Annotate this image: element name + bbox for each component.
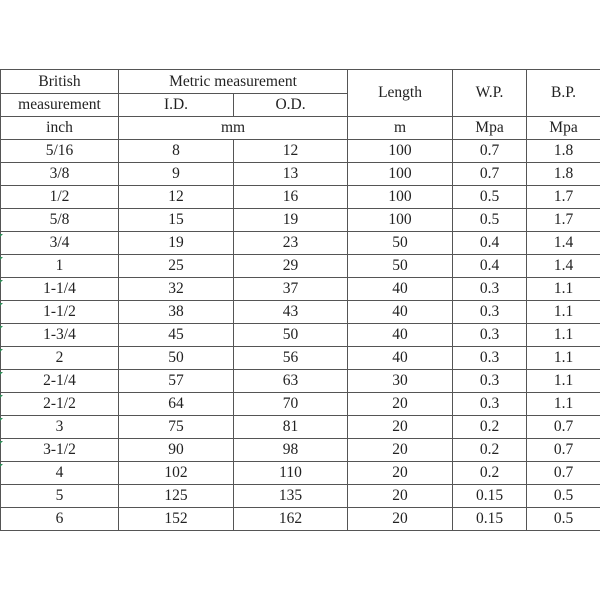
working-pressure-cell: 0.4: [453, 255, 527, 278]
inner-diameter-cell: 90: [119, 439, 234, 462]
working-pressure-cell: 0.3: [453, 278, 527, 301]
british-size-cell: 1: [1, 255, 119, 278]
length-unit: m: [348, 117, 453, 140]
british-header-bottom: measurement: [1, 94, 119, 117]
working-pressure-cell: 0.2: [453, 462, 527, 485]
wp-header: W.P.: [453, 70, 527, 117]
outer-diameter-cell: 110: [234, 462, 348, 485]
working-pressure-cell: 0.5: [453, 186, 527, 209]
inner-diameter-cell: 45: [119, 324, 234, 347]
wp-unit: Mpa: [453, 117, 527, 140]
outer-diameter-cell: 23: [234, 232, 348, 255]
burst-pressure-cell: 0.5: [527, 485, 600, 508]
length-cell: 20: [348, 462, 453, 485]
header-row-top: [1, 70, 600, 94]
id-header: I.D.: [119, 94, 234, 117]
table-row: [1, 370, 600, 393]
cell-corner-mark: [0, 418, 3, 421]
burst-pressure-cell: 1.7: [527, 209, 600, 232]
british-size-cell: 5/8: [1, 209, 119, 232]
working-pressure-cell: 0.2: [453, 416, 527, 439]
length-cell: 30: [348, 370, 453, 393]
british-size-cell: 1-1/2: [1, 301, 119, 324]
inner-diameter-cell: 57: [119, 370, 234, 393]
table-row: [1, 255, 600, 278]
length-cell: 20: [348, 439, 453, 462]
length-cell: 50: [348, 232, 453, 255]
working-pressure-cell: 0.3: [453, 347, 527, 370]
bp-unit: Mpa: [527, 117, 600, 140]
inner-diameter-cell: 15: [119, 209, 234, 232]
working-pressure-cell: 0.5: [453, 209, 527, 232]
length-cell: 50: [348, 255, 453, 278]
british-size-cell: 2-1/4: [1, 370, 119, 393]
inner-diameter-cell: 9: [119, 163, 234, 186]
burst-pressure-cell: 1.1: [527, 278, 600, 301]
length-header: Length: [348, 70, 453, 117]
british-size-cell: 1/2: [1, 186, 119, 209]
burst-pressure-cell: 1.1: [527, 301, 600, 324]
units-row: [1, 117, 600, 140]
table-row: [1, 209, 600, 232]
table-row: [1, 301, 600, 324]
inner-diameter-cell: 125: [119, 485, 234, 508]
british-header-top: British: [1, 70, 119, 94]
burst-pressure-cell: 0.7: [527, 439, 600, 462]
outer-diameter-cell: 162: [234, 508, 348, 531]
inner-diameter-cell: 38: [119, 301, 234, 324]
burst-pressure-cell: 1.1: [527, 370, 600, 393]
inner-diameter-cell: 50: [119, 347, 234, 370]
cell-corner-mark: [0, 372, 3, 375]
table-row: [1, 439, 600, 462]
working-pressure-cell: 0.3: [453, 324, 527, 347]
metric-unit: mm: [119, 117, 348, 140]
inner-diameter-cell: 102: [119, 462, 234, 485]
burst-pressure-cell: 1.4: [527, 255, 600, 278]
working-pressure-cell: 0.15: [453, 485, 527, 508]
working-pressure-cell: 0.15: [453, 508, 527, 531]
british-size-cell: 2-1/2: [1, 393, 119, 416]
outer-diameter-cell: 43: [234, 301, 348, 324]
length-cell: 40: [348, 324, 453, 347]
outer-diameter-cell: 13: [234, 163, 348, 186]
length-cell: 20: [348, 485, 453, 508]
cell-corner-mark: [0, 326, 3, 329]
table-row: [1, 485, 600, 508]
table-row: [1, 186, 600, 209]
length-cell: 20: [348, 393, 453, 416]
table-row: [1, 462, 600, 485]
outer-diameter-cell: 50: [234, 324, 348, 347]
burst-pressure-cell: 1.7: [527, 186, 600, 209]
working-pressure-cell: 0.7: [453, 140, 527, 163]
cell-corner-mark: [0, 464, 3, 467]
length-cell: 20: [348, 508, 453, 531]
table-row: [1, 278, 600, 301]
british-size-cell: 3/4: [1, 232, 119, 255]
outer-diameter-cell: 63: [234, 370, 348, 393]
bp-header: B.P.: [527, 70, 600, 117]
british-size-cell: 4: [1, 462, 119, 485]
burst-pressure-cell: 1.8: [527, 163, 600, 186]
burst-pressure-cell: 0.7: [527, 416, 600, 439]
outer-diameter-cell: 37: [234, 278, 348, 301]
table-row: [1, 163, 600, 186]
working-pressure-cell: 0.3: [453, 393, 527, 416]
burst-pressure-cell: 1.1: [527, 324, 600, 347]
outer-diameter-cell: 19: [234, 209, 348, 232]
length-cell: 100: [348, 209, 453, 232]
british-size-cell: 2: [1, 347, 119, 370]
inner-diameter-cell: 12: [119, 186, 234, 209]
working-pressure-cell: 0.3: [453, 370, 527, 393]
length-cell: 100: [348, 163, 453, 186]
inner-diameter-cell: 152: [119, 508, 234, 531]
burst-pressure-cell: 0.7: [527, 462, 600, 485]
burst-pressure-cell: 1.8: [527, 140, 600, 163]
table-row: [1, 393, 600, 416]
british-size-cell: 3-1/2: [1, 439, 119, 462]
outer-diameter-cell: 29: [234, 255, 348, 278]
outer-diameter-cell: 70: [234, 393, 348, 416]
metric-header: Metric measurement: [119, 70, 348, 94]
inner-diameter-cell: 25: [119, 255, 234, 278]
outer-diameter-cell: 98: [234, 439, 348, 462]
outer-diameter-cell: 81: [234, 416, 348, 439]
working-pressure-cell: 0.3: [453, 301, 527, 324]
length-cell: 100: [348, 140, 453, 163]
od-header: O.D.: [234, 94, 348, 117]
burst-pressure-cell: 0.5: [527, 508, 600, 531]
hose-spec-table: [0, 69, 600, 531]
length-cell: 40: [348, 278, 453, 301]
inner-diameter-cell: 32: [119, 278, 234, 301]
british-size-cell: 5: [1, 485, 119, 508]
outer-diameter-cell: 135: [234, 485, 348, 508]
british-size-cell: 3/8: [1, 163, 119, 186]
working-pressure-cell: 0.4: [453, 232, 527, 255]
length-cell: 40: [348, 301, 453, 324]
length-cell: 100: [348, 186, 453, 209]
inner-diameter-cell: 19: [119, 232, 234, 255]
british-size-cell: 3: [1, 416, 119, 439]
british-size-cell: 1-3/4: [1, 324, 119, 347]
inner-diameter-cell: 64: [119, 393, 234, 416]
table-row: [1, 324, 600, 347]
british-unit: inch: [1, 117, 119, 140]
inner-diameter-cell: 75: [119, 416, 234, 439]
british-size-cell: 1-1/4: [1, 278, 119, 301]
british-size-cell: 5/16: [1, 140, 119, 163]
cell-corner-mark: [0, 257, 3, 260]
cell-corner-mark: [0, 395, 3, 398]
cell-corner-mark: [0, 303, 3, 306]
burst-pressure-cell: 1.1: [527, 347, 600, 370]
outer-diameter-cell: 56: [234, 347, 348, 370]
outer-diameter-cell: 12: [234, 140, 348, 163]
working-pressure-cell: 0.2: [453, 439, 527, 462]
british-size-cell: 6: [1, 508, 119, 531]
cell-corner-mark: [0, 349, 3, 352]
table-row: [1, 347, 600, 370]
table-row: [1, 416, 600, 439]
inner-diameter-cell: 8: [119, 140, 234, 163]
outer-diameter-cell: 16: [234, 186, 348, 209]
burst-pressure-cell: 1.1: [527, 393, 600, 416]
length-cell: 40: [348, 347, 453, 370]
cell-corner-mark: [0, 280, 3, 283]
working-pressure-cell: 0.7: [453, 163, 527, 186]
burst-pressure-cell: 1.4: [527, 232, 600, 255]
cell-corner-mark: [0, 441, 3, 444]
table-row: [1, 508, 600, 531]
cell-corner-mark: [0, 234, 3, 237]
length-cell: 20: [348, 416, 453, 439]
table-row: [1, 140, 600, 163]
table-row: [1, 232, 600, 255]
